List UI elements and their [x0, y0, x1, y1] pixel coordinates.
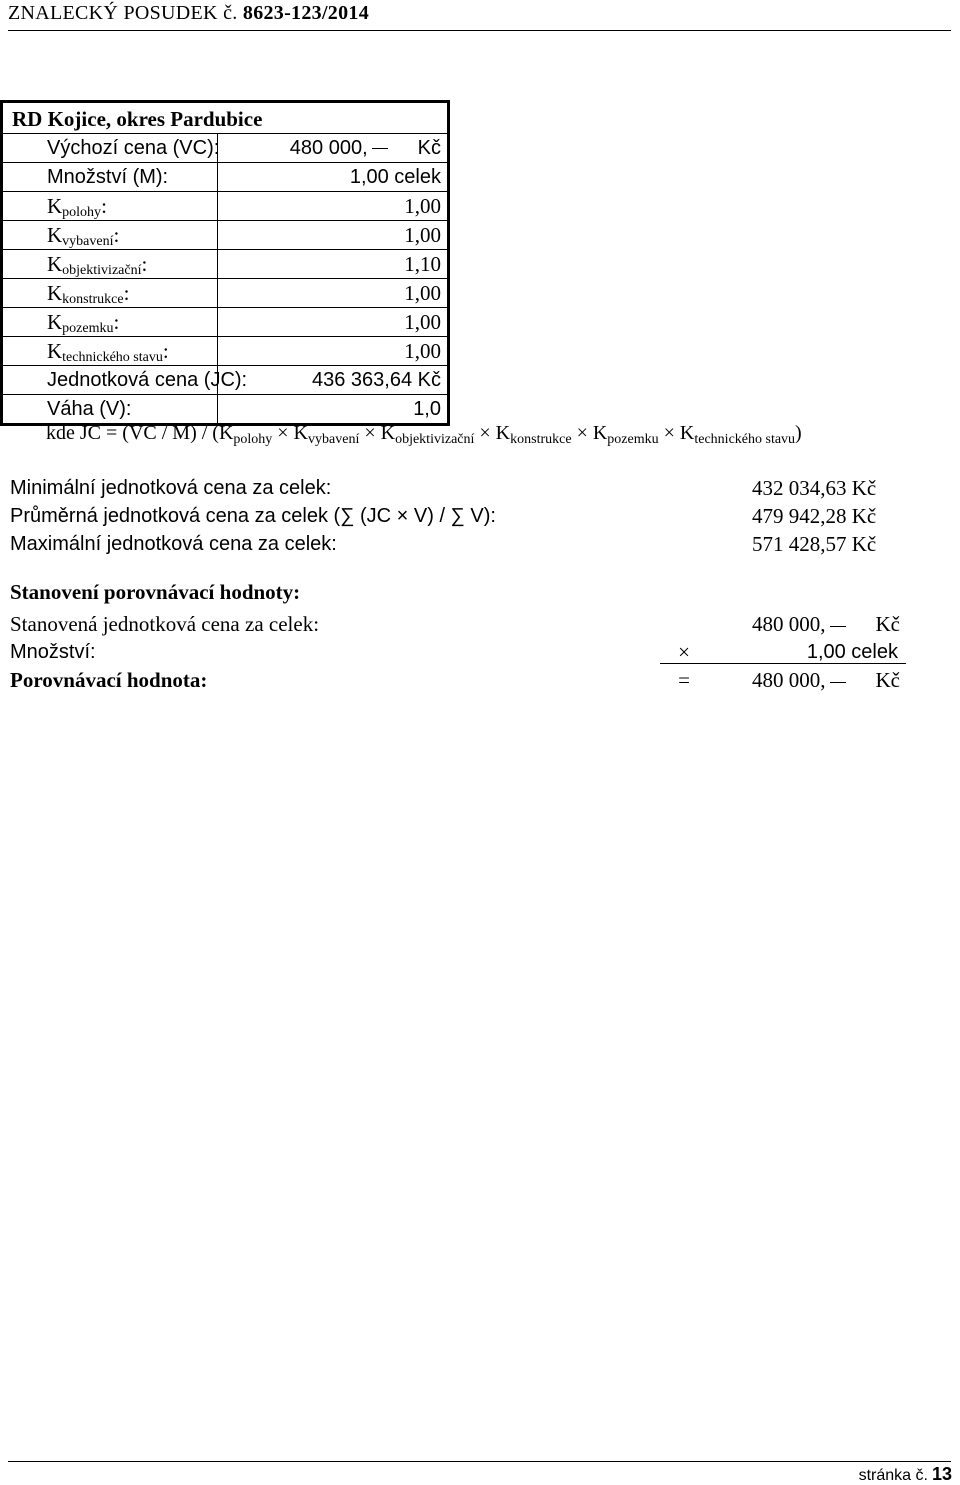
multiply-operator: × — [678, 640, 690, 664]
sum-divider-line — [660, 663, 906, 664]
determined-unit-price-row — [10, 610, 910, 638]
comparative-value-amount: 480 000, Kč — [752, 668, 900, 692]
k-objectivization-value: 1,10 — [404, 252, 441, 276]
page-label: stránka č. — [858, 1467, 928, 1484]
price-statistics — [10, 474, 910, 558]
table-row-k-objectivization — [3, 250, 447, 279]
header-document-number: 8623-123/2014 — [242, 2, 370, 24]
quantity-value: 1,00 celek — [349, 166, 441, 188]
k-land-label: $K_{pozemku}$: — [3, 308, 218, 336]
min-price-value: 432 034,63 Kč — [752, 476, 877, 500]
k-equipment-label: $K_{vybavení}$: — [3, 221, 218, 249]
determined-unit-price-label: Stanovená jednotková cena za celek: — [10, 612, 320, 636]
max-price-value: 571 428,57 Kč — [752, 532, 877, 556]
table-row-initial-price — [3, 134, 447, 163]
k-objectivization-label: $K_{objektivizační}$: — [3, 250, 218, 278]
unit-price-formula: kde JC = $(VC / M) / (K_{polohy} \times K_{vybavení} \times K_{objektivizační} \times K_{konstrukce} \times K_{pozemku} \times K_{technického stavu})$ — [46, 422, 802, 447]
table-row-k-location — [3, 192, 447, 221]
k-construction-label: $K_{konstrukce}$: — [3, 279, 218, 307]
determined-quantity-value: 1,00 celek — [806, 641, 898, 663]
determined-unit-price-value: 480 000, Kč — [752, 612, 900, 636]
table-row-quantity — [3, 163, 447, 192]
stat-row-maximum — [10, 530, 910, 558]
table-row-k-construction — [3, 279, 447, 308]
k-location-label: $K_{polohy}$: — [3, 192, 218, 220]
stat-row-average — [10, 502, 910, 530]
property-valuation-table — [0, 100, 450, 426]
weight-value: 1,0 — [413, 398, 441, 420]
table-row-k-land — [3, 308, 447, 337]
stat-row-minimum — [10, 474, 910, 502]
k-equipment-value: 1,00 — [404, 223, 441, 247]
comparative-value-row — [10, 666, 910, 694]
determined-quantity-row — [10, 638, 910, 666]
document-header — [8, 2, 369, 25]
footer-divider — [8, 1461, 951, 1462]
page-footer — [859, 1464, 952, 1485]
table-row-unit-price — [3, 366, 447, 395]
k-location-value: 1,00 — [404, 194, 441, 218]
k-technical-state-value: 1,00 — [404, 339, 441, 363]
comparative-value-label: Porovnávací hodnota: — [10, 668, 208, 692]
header-divider — [8, 30, 951, 31]
determined-quantity-label: Množství: — [10, 641, 96, 663]
quantity-label: Množství (M): — [3, 163, 218, 191]
determination-title: Stanovení porovnávací hodnoty: — [10, 580, 301, 604]
initial-price-value: 480 000, Kč — [289, 137, 441, 159]
min-price-label: Minimální jednotková cena za celek: — [10, 477, 332, 499]
property-title: RD Kojice, okres Pardubice — [3, 103, 447, 134]
table-row-k-technical-state — [3, 337, 447, 366]
table-row-k-equipment — [3, 221, 447, 250]
k-construction-value: 1,00 — [404, 281, 441, 305]
weight-label: Váha (V): — [3, 395, 218, 423]
table-row-weight — [3, 395, 447, 423]
avg-price-value: 479 942,28 Kč — [752, 504, 877, 528]
initial-price-label: Výchozí cena (VC): — [3, 134, 218, 162]
k-technical-state-label: $K_{technického stavu}$: — [3, 337, 218, 365]
page-number: 13 — [931, 1464, 952, 1484]
avg-price-label: Průměrná jednotková cena za celek (∑ (JC × V) / ∑ V): — [10, 505, 496, 527]
k-land-value: 1,00 — [404, 310, 441, 334]
unit-price-label: Jednotková cena (JC): — [3, 366, 218, 394]
max-price-label: Maximální jednotková cena za celek: — [10, 533, 337, 555]
unit-price-value: 436 363,64 Kč — [312, 369, 441, 391]
header-title-text: ZNALECKÝ POSUDEK č. — [8, 2, 238, 24]
determination-section — [10, 610, 910, 694]
equals-operator: = — [678, 668, 690, 692]
